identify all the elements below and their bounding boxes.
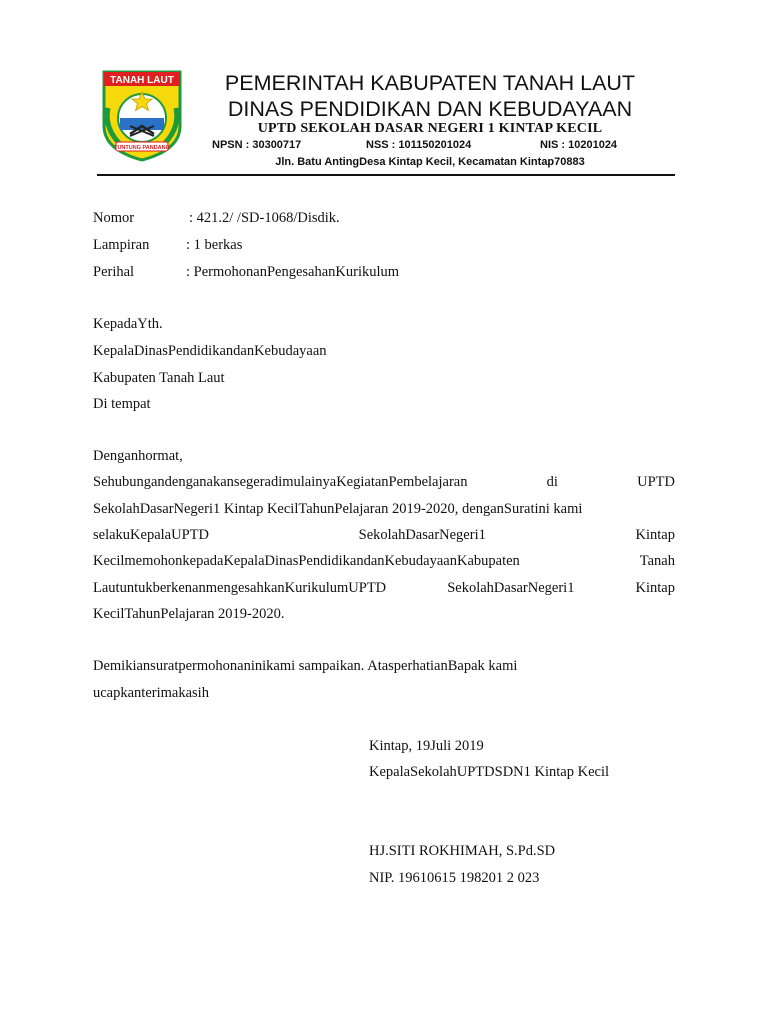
p1-l1-word: Sehubungandenganakansegeradimulainya (93, 474, 337, 490)
p1-l1-word: Kegiatan (336, 474, 389, 490)
nomor-value: : 421.2/ /SD-1068/Disdik. (189, 210, 340, 226)
paragraph-1-line-4 (93, 553, 675, 570)
paragraph-1-line-2: SekolahDasarNegeri1 Kintap KecilTahunPelajaran 2019-2020, denganSuratini kami (93, 501, 583, 517)
p1-l5-word: Kintap (635, 580, 675, 596)
p1-l5-word: LautuntukberkenanmengesahkanKurikulumUPTD (93, 580, 387, 596)
signer-position: KepalaSekolahUPTDSDN1 Kintap Kecil (369, 764, 610, 780)
nis-number: NIS : 10201024 (540, 139, 618, 151)
paragraph-2-line-2: ucapkanterimakasih (93, 685, 209, 701)
signer-name: HJ.SITI ROKHIMAH, S.Pd.SD (369, 843, 556, 859)
signer-nip: NIP. 19610615 198201 2 023 (369, 870, 540, 886)
nomor-label: Nomor (93, 210, 135, 226)
logo-motto-text: TUNTUNG PANDANG (114, 145, 170, 151)
recipient-greeting: KepadaYth. (93, 316, 163, 332)
regency-logo (100, 68, 184, 162)
perihal-label: Perihal (93, 264, 135, 280)
paragraph-1-line-1 (93, 474, 675, 491)
p1-l3-word: selakuKepalaUPTD (93, 527, 209, 543)
office-name: DINAS PENDIDIKAN DAN KEBUDAYAAN (227, 97, 633, 121)
perihal-value: : PermohonanPengesahanKurikulum (186, 264, 400, 280)
govt-name: PEMERINTAH KABUPATEN TANAH LAUT (224, 71, 636, 95)
p1-l4-word: KecilmemohonkepadaKepalaDinasPendidikandanKebudayaanKabupaten (93, 553, 520, 569)
p1-l3-word: Kintap (635, 527, 675, 543)
npsn-number: NPSN : 30300717 (212, 139, 302, 151)
paragraph-1-line-6: KecilTahunPelajaran 2019-2020. (93, 606, 285, 622)
p1-l1-word: di (546, 474, 558, 490)
paragraph-1-line-5 (93, 580, 675, 597)
p1-l3-word: SekolahDasarNegeri1 (358, 527, 486, 543)
p1-l4-word: Tanah (639, 553, 675, 569)
letterhead-divider (97, 174, 675, 176)
school-address: Jln. Batu AntingDesa Kintap Kecil, Kecamatan Kintap70883 (275, 156, 585, 168)
p1-l1-word: UPTD (637, 474, 675, 490)
place-date: Kintap, 19Juli 2019 (369, 738, 484, 754)
salutation: Denganhormat, (93, 448, 183, 464)
paragraph-1-line-3 (93, 527, 675, 544)
paragraph-2-line-1: Demikiansuratpermohonaninikami sampaikan. AtasperhatianBapak kami (93, 658, 518, 674)
recipient-title: KepalaDinasPendidikandanKebudayaan (93, 343, 327, 359)
school-name: UPTD SEKOLAH DASAR NEGERI 1 KINTAP KECIL (257, 121, 603, 136)
lampiran-value: : 1 berkas (186, 237, 243, 253)
recipient-place: Di tempat (93, 396, 151, 412)
nss-number: NSS : 101150201024 (366, 139, 472, 151)
p1-l1-word: Pembelajaran (388, 474, 468, 490)
lampiran-label: Lampiran (93, 237, 150, 253)
p1-l5-word: SekolahDasarNegeri1 (447, 580, 575, 596)
logo-top-text: TANAH LAUT (110, 75, 174, 86)
recipient-regency: Kabupaten Tanah Laut (93, 370, 225, 386)
